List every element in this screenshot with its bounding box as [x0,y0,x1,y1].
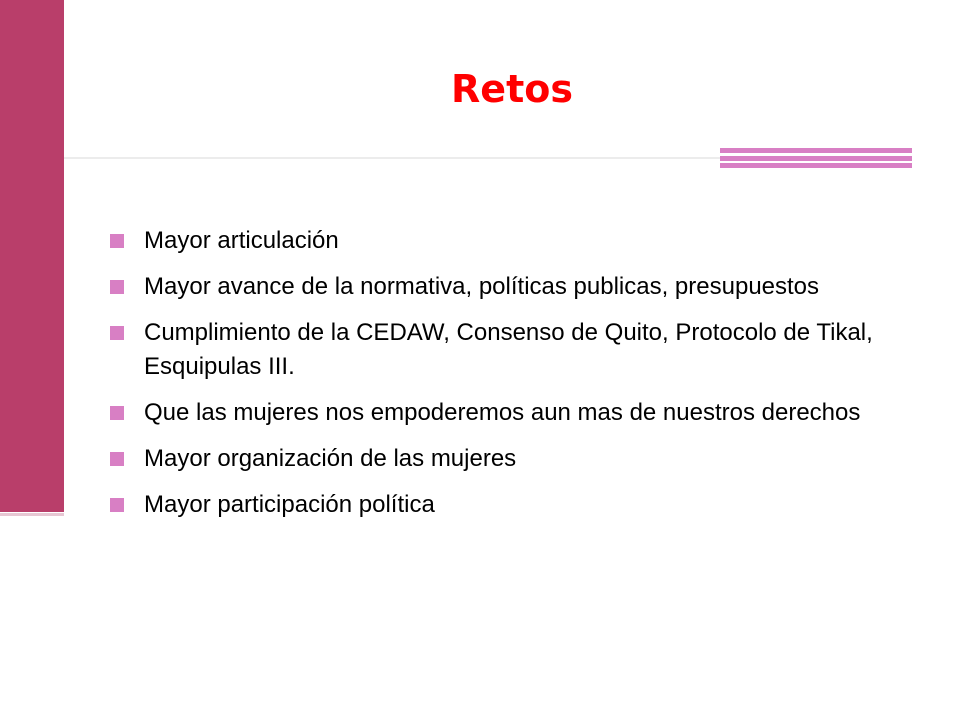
bullet-item [110,442,890,476]
square-bullet-icon [110,280,124,294]
square-bullet-icon [110,234,124,248]
bullet-item [110,224,890,258]
square-bullet-icon [110,406,124,420]
bullet-item [110,270,890,304]
decorative-stripe [720,163,912,168]
decorative-stripe [720,156,912,161]
bullet-text: Mayor organización de las mujeres [144,445,517,472]
square-bullet-icon [110,326,124,340]
bullet-item [110,396,890,430]
square-bullet-icon [110,498,124,512]
square-bullet-icon [110,452,124,466]
left-accent-bar [0,0,64,512]
bullet-text: Mayor participación política [144,491,435,518]
title-divider-line [40,157,720,159]
decorative-stripes [720,148,912,168]
bullet-text: Mayor articulación [144,227,339,254]
bullet-item [110,316,890,384]
bullet-list [110,224,890,534]
decorative-stripe [720,148,912,153]
bullet-item [110,488,890,522]
bullet-text: Mayor avance de la normativa, políticas publicas, presupuestos [144,273,820,300]
slide-title: Retos [451,67,573,111]
bullet-text: Que las mujeres nos empoderemos aun mas de nuestros derechos [144,399,861,426]
bullet-text: Cumplimiento de la CEDAW, Consenso de Quito, Protocolo de Tikal, Esquipulas III. [144,319,873,380]
